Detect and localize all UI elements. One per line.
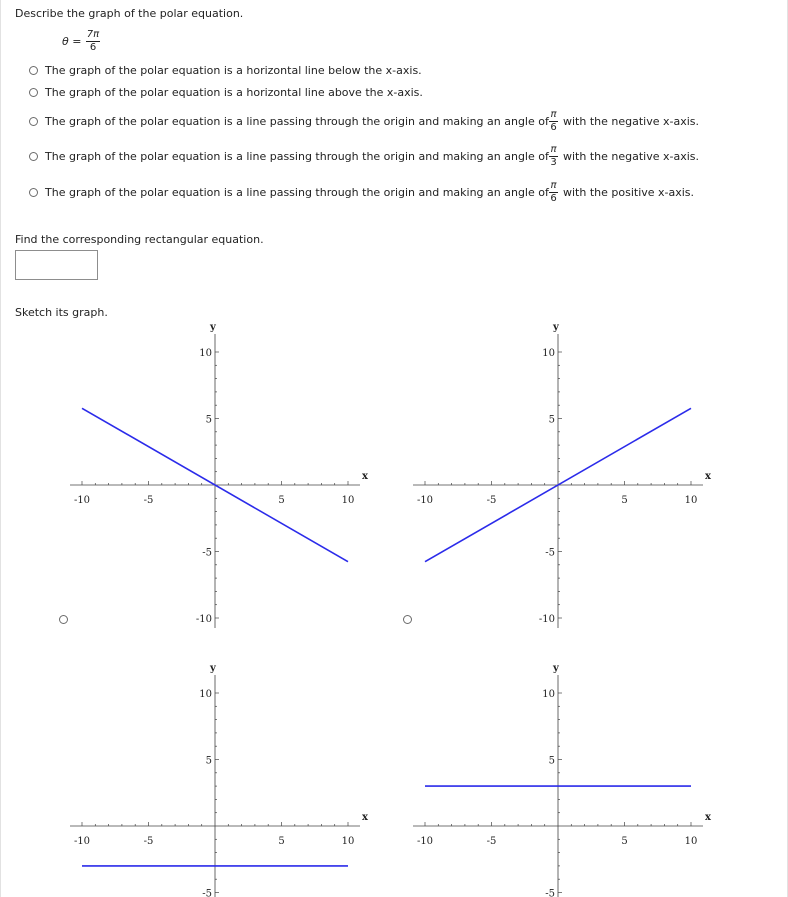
y-axis-label: y [553,322,559,333]
x-tick-label: -10 [416,836,434,847]
question2-prompt: Find the corresponding rectangular equation. [15,233,264,246]
y-tick-label: 10 [542,689,555,700]
option-5-frac-num: π [550,180,557,191]
option-4-text-before: The graph of the polar equation is a line passing through the origin and making an angle of [45,150,549,163]
y-tick-label: -5 [202,547,212,559]
x-tick-label: -10 [416,495,434,506]
equation-denominator: 6 [89,42,97,53]
option-3-text-before: The graph of the polar equation is a line passing through the origin and making an angle of [45,115,549,128]
x-tick-label: 10 [684,836,698,847]
x-axis-label: x [705,471,711,482]
question3-prompt: Sketch its graph. [15,306,108,319]
equation-lhs: θ = [62,35,82,48]
y-tick-label: -5 [545,888,555,897]
y-tick-label: -5 [202,888,212,897]
y-axis-label: y [553,663,559,674]
y-tick-label: 10 [199,348,212,359]
x-axis-label: x [705,812,711,823]
x-tick-label: 5 [278,836,285,847]
x-tick-label: 5 [621,495,628,506]
option-4-frac-den: 3 [550,157,557,168]
y-axis-label: y [210,322,216,333]
option-5-text-before: The graph of the polar equation is a line passing through the origin and making an angle of [45,186,549,199]
option-1-label[interactable]: The graph of the polar equation is a horizontal line below the x-axis. [45,64,422,77]
option-5-text-after: with the positive x-axis. [563,186,695,199]
option-4-frac-num: π [550,144,557,155]
x-tick-label: 5 [278,495,285,506]
graph-c [70,663,369,897]
x-tick-label: 10 [684,495,698,506]
option-3-frac-den: 6 [550,122,557,133]
x-tick-label: -10 [73,836,91,847]
option-2-label[interactable]: The graph of the polar equation is a horizontal line above the x-axis. [45,86,423,99]
option-4-text-after: with the negative x-axis. [563,150,700,163]
x-tick-label: -5 [486,836,497,847]
y-tick-label: -5 [545,547,555,559]
y-tick-label: 5 [205,755,212,767]
x-tick-label: -10 [73,495,91,506]
graph-b [413,322,712,628]
y-tick-label: 10 [199,689,212,700]
graph-d [413,663,712,897]
y-tick-label: 10 [542,348,555,359]
option-3-frac-num: π [550,109,557,120]
x-tick-label: 10 [341,836,355,847]
x-tick-label: -5 [143,836,154,847]
y-axis-label: y [210,663,216,674]
graph-a [70,322,369,628]
x-tick-label: -5 [143,495,154,506]
x-axis-label: x [362,471,368,482]
y-tick-label: -10 [195,614,212,625]
y-tick-label: -10 [538,614,555,625]
option-3-text-after: with the negative x-axis. [563,115,700,128]
x-tick-label: 10 [341,495,355,506]
x-tick-label: -5 [486,495,497,506]
y-tick-label: 5 [205,414,212,426]
x-axis-label: x [362,812,368,823]
x-tick-label: 5 [621,836,628,847]
option-5-frac-den: 6 [550,193,557,204]
y-tick-label: 5 [548,755,555,767]
equation-numerator: 7π [86,29,100,40]
question1-prompt: Describe the graph of the polar equation. [15,7,244,20]
y-tick-label: 5 [548,414,555,426]
